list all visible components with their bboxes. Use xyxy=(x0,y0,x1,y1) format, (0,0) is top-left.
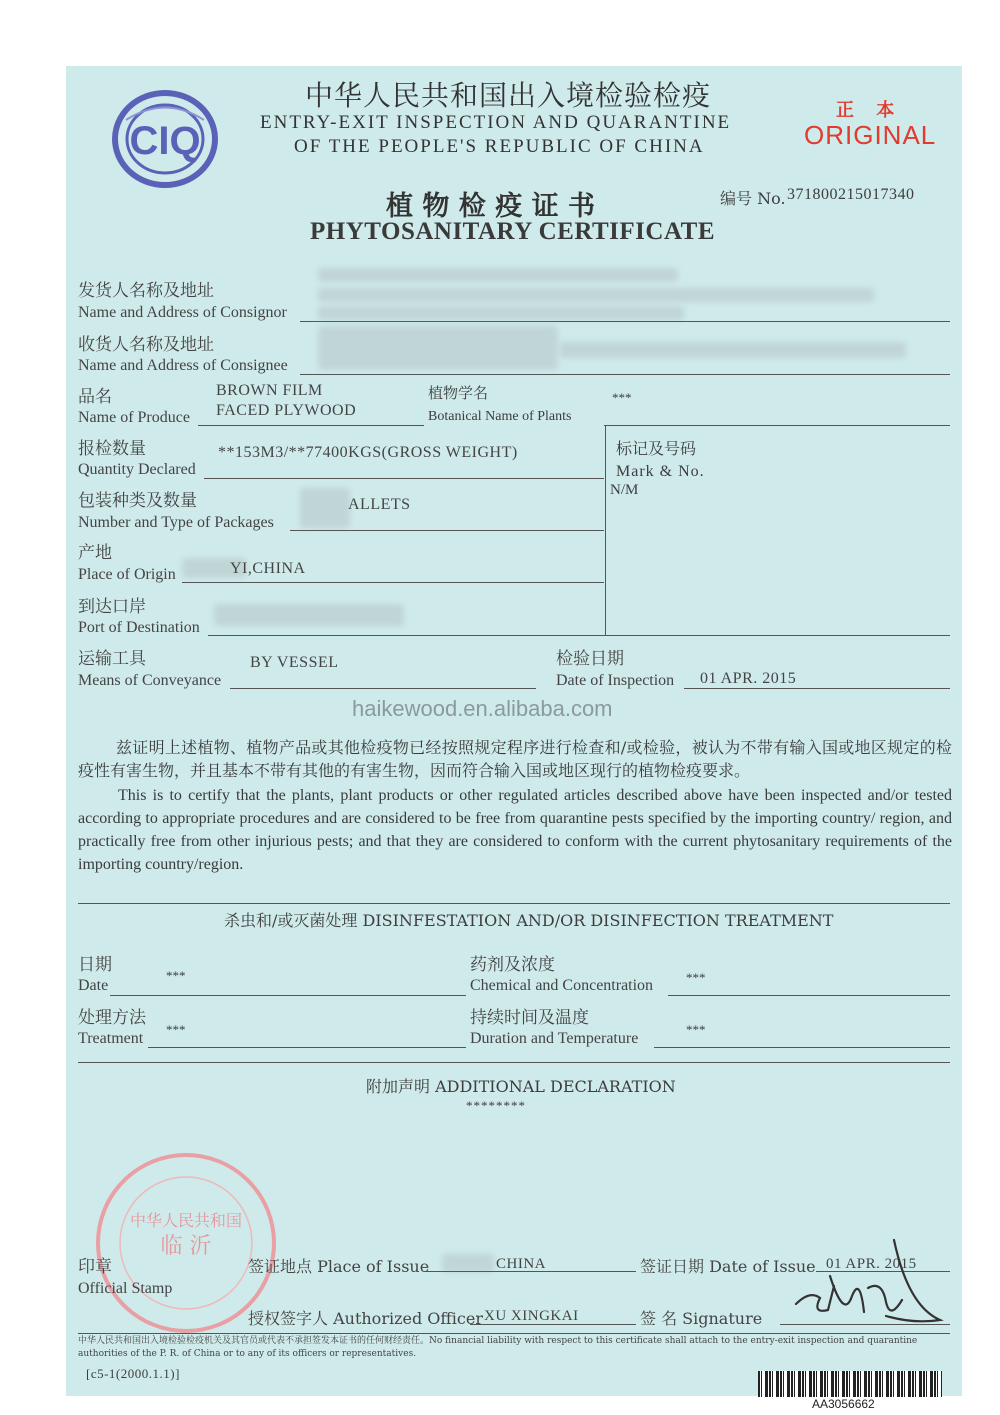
authorized-officer-value: XU XINGKAI xyxy=(484,1308,579,1324)
treatment-date-label-cn: 日期 xyxy=(78,955,112,975)
divider xyxy=(290,530,604,531)
conveyance-label-cn: 运输工具 xyxy=(78,649,146,669)
packages-value: ALLETS xyxy=(348,496,411,513)
divider xyxy=(300,321,950,322)
ciq-logo-icon xyxy=(112,90,218,188)
divider xyxy=(148,1047,466,1048)
produce-value-line2: FACED PLYWOOD xyxy=(216,402,357,419)
title-en-line1: ENTRY-EXIT INSPECTION AND QUARANTINE xyxy=(260,112,732,133)
treatment-date-label-en: Date xyxy=(78,977,109,994)
consignee-label-en: Name and Address of Consignee xyxy=(78,357,288,374)
certificate-title-en: PHYTOSANITARY CERTIFICATE xyxy=(310,218,716,245)
duration-label-cn: 持续时间及温度 xyxy=(470,1008,589,1028)
divider xyxy=(424,1271,636,1272)
additional-declaration-value: ******** xyxy=(466,1098,526,1113)
quantity-value: **153M3/**77400KGS(GROSS WEIGHT) xyxy=(218,444,518,461)
consignor-label-cn: 发货人名称及地址 xyxy=(78,281,214,301)
title-en-line2: OF THE PEOPLE'S REPUBLIC OF CHINA xyxy=(294,136,705,157)
duration-value: *** xyxy=(686,1022,706,1037)
botanical-value: *** xyxy=(612,390,632,405)
footer-disclaimer xyxy=(78,1335,954,1361)
mark-box-border xyxy=(605,425,606,635)
port-label-cn: 到达口岸 xyxy=(78,597,146,617)
produce-label-cn: 品名 xyxy=(78,387,112,407)
produce-value-line1: BROWN FILM xyxy=(216,382,323,399)
divider xyxy=(300,374,950,375)
footer-divider xyxy=(78,1333,950,1334)
consignee-label-cn: 收货人名称及地址 xyxy=(78,335,214,355)
port-label-en: Port of Destination xyxy=(78,619,200,636)
consignor-label-en: Name and Address of Consignor xyxy=(78,304,287,321)
chemical-label-en: Chemical and Concentration xyxy=(470,977,654,994)
treatment-heading: 杀虫和/或灭菌处理 DISINFESTATION AND/OR DISINFECTION TREATMENT xyxy=(224,911,834,930)
certification-text-en xyxy=(78,784,952,876)
divider xyxy=(204,478,604,479)
certification-text-cn xyxy=(78,736,952,782)
official-stamp-label-cn: 印章 xyxy=(78,1257,112,1277)
date-of-issue-label: 签证日期 Date of Issue xyxy=(640,1257,816,1276)
original-mark-cn: 正 本 xyxy=(836,100,903,121)
signature-label: 签 名 Signature xyxy=(640,1309,763,1328)
chemical-label-cn: 药剂及浓度 xyxy=(470,955,555,975)
quantity-label-en: Quantity Declared xyxy=(78,461,196,478)
consignor-redacted xyxy=(318,288,874,302)
divider xyxy=(182,582,604,583)
barcode-icon xyxy=(758,1371,942,1397)
origin-value: YI,CHINA xyxy=(230,560,306,577)
botanical-label-cn: 植物学名 xyxy=(428,384,489,402)
inspection-date-label-cn: 检验日期 xyxy=(556,649,624,669)
place-of-issue-value: CHINA xyxy=(496,1256,546,1272)
treatment-method-label-en: Treatment xyxy=(78,1030,144,1047)
consignor-redacted xyxy=(318,306,684,320)
certification-en-paragraph: This is to certify that the plants, plant products or other regulated articles described above have been inspected and/or tested according to appropriate procedures and are considered to be free from quarantine pests specified by the importing country/ region, and practically free from other injurious pests; and that they are considered to conform with the current phytosanitary requirements of the importing country/region. xyxy=(78,787,952,873)
divider xyxy=(230,688,536,689)
place-of-issue-label: 签证地点 Place of Issue xyxy=(248,1257,430,1276)
conveyance-label-en: Means of Conveyance xyxy=(78,672,222,689)
divider xyxy=(654,1047,950,1048)
handwritten-signature-icon xyxy=(790,1236,950,1332)
divider xyxy=(198,425,424,426)
consignee-redacted xyxy=(560,342,906,358)
duration-label-en: Duration and Temperature xyxy=(470,1030,639,1047)
treatment-method-value: *** xyxy=(166,1022,186,1037)
watermark: haikewood.en.alibaba.com xyxy=(352,696,613,721)
section-divider xyxy=(78,1062,950,1063)
treatment-date-value: *** xyxy=(166,968,186,983)
conveyance-value: BY VESSEL xyxy=(250,654,339,671)
chemical-value: *** xyxy=(686,970,706,985)
title-cn: 中华人民共和国出入境检验检疫 xyxy=(305,79,712,112)
divider xyxy=(604,425,950,426)
mark-value: N/M xyxy=(610,482,639,498)
consignor-redacted xyxy=(318,268,678,282)
original-mark-en: ORIGINAL xyxy=(804,120,937,150)
produce-label-en: Name of Produce xyxy=(78,409,190,426)
certificate-number-value: 371800215017340 xyxy=(787,186,915,203)
footer-disclaimer-text: 中华人民共和国出入境检验检疫机关及其官员或代表不承担签发本证书的任何财经责任。No financial liability with respect to this certificate shall attach to the entry-exit inspection and quarantine authorities of the P. R. of China or to any of its officers or representatives. xyxy=(78,1336,918,1359)
mark-label-cn: 标记及号码 xyxy=(616,439,697,458)
seal-top-text: 中华人民共和国 xyxy=(129,1211,243,1230)
inspection-date-value: 01 APR. 2015 xyxy=(700,670,797,687)
divider xyxy=(470,1324,636,1325)
packages-label-en: Number and Type of Packages xyxy=(78,514,274,531)
date-of-issue-value: 01 APR. 2015 xyxy=(826,1256,917,1272)
port-redacted xyxy=(214,604,404,626)
additional-declaration-heading: 附加声明 ADDITIONAL DECLARATION xyxy=(366,1077,676,1096)
certification-cn-paragraph: 兹证明上述植物、植物产品或其他检疫物已经按照规定程序进行检查和/或检验，被认为不带有输入国或地区规定的检疫性有害生物，并且基本不带有其他的有害生物，因而符合输入国或地区现行的植物检疫要求。 xyxy=(78,738,952,780)
quantity-label-cn: 报检数量 xyxy=(78,439,146,459)
divider xyxy=(668,995,950,996)
packages-label-cn: 包装种类及数量 xyxy=(78,491,197,511)
official-stamp-label-en: Official Stamp xyxy=(78,1280,173,1297)
treatment-method-label-cn: 处理方法 xyxy=(78,1008,146,1028)
ciq-logo-text: CIQ xyxy=(129,119,201,163)
inspection-date-label-en: Date of Inspection xyxy=(556,672,675,689)
origin-label-cn: 产地 xyxy=(78,543,112,563)
section-divider xyxy=(78,903,950,904)
certificate-number-label: 编号 No. xyxy=(720,189,786,208)
authorized-officer-label: 授权签字人 Authorized Officer xyxy=(248,1309,483,1328)
botanical-label-en: Botanical Name of Plants xyxy=(428,409,572,424)
barcode-number: AA3056662 xyxy=(812,1397,875,1411)
divider xyxy=(684,688,950,689)
packages-redacted xyxy=(300,488,350,528)
consignee-redacted xyxy=(318,326,558,370)
divider xyxy=(208,635,950,636)
divider xyxy=(110,995,466,996)
place-of-issue-redacted xyxy=(442,1254,494,1272)
form-code: [c5-1(2000.1.1)] xyxy=(86,1366,180,1381)
mark-label-en: Mark & No. xyxy=(616,463,705,480)
seal-center-text: 临 沂 xyxy=(160,1234,212,1259)
certificate-title-cn: 植 物 检 疫 证 书 xyxy=(386,191,595,222)
origin-label-en: Place of Origin xyxy=(78,566,176,583)
